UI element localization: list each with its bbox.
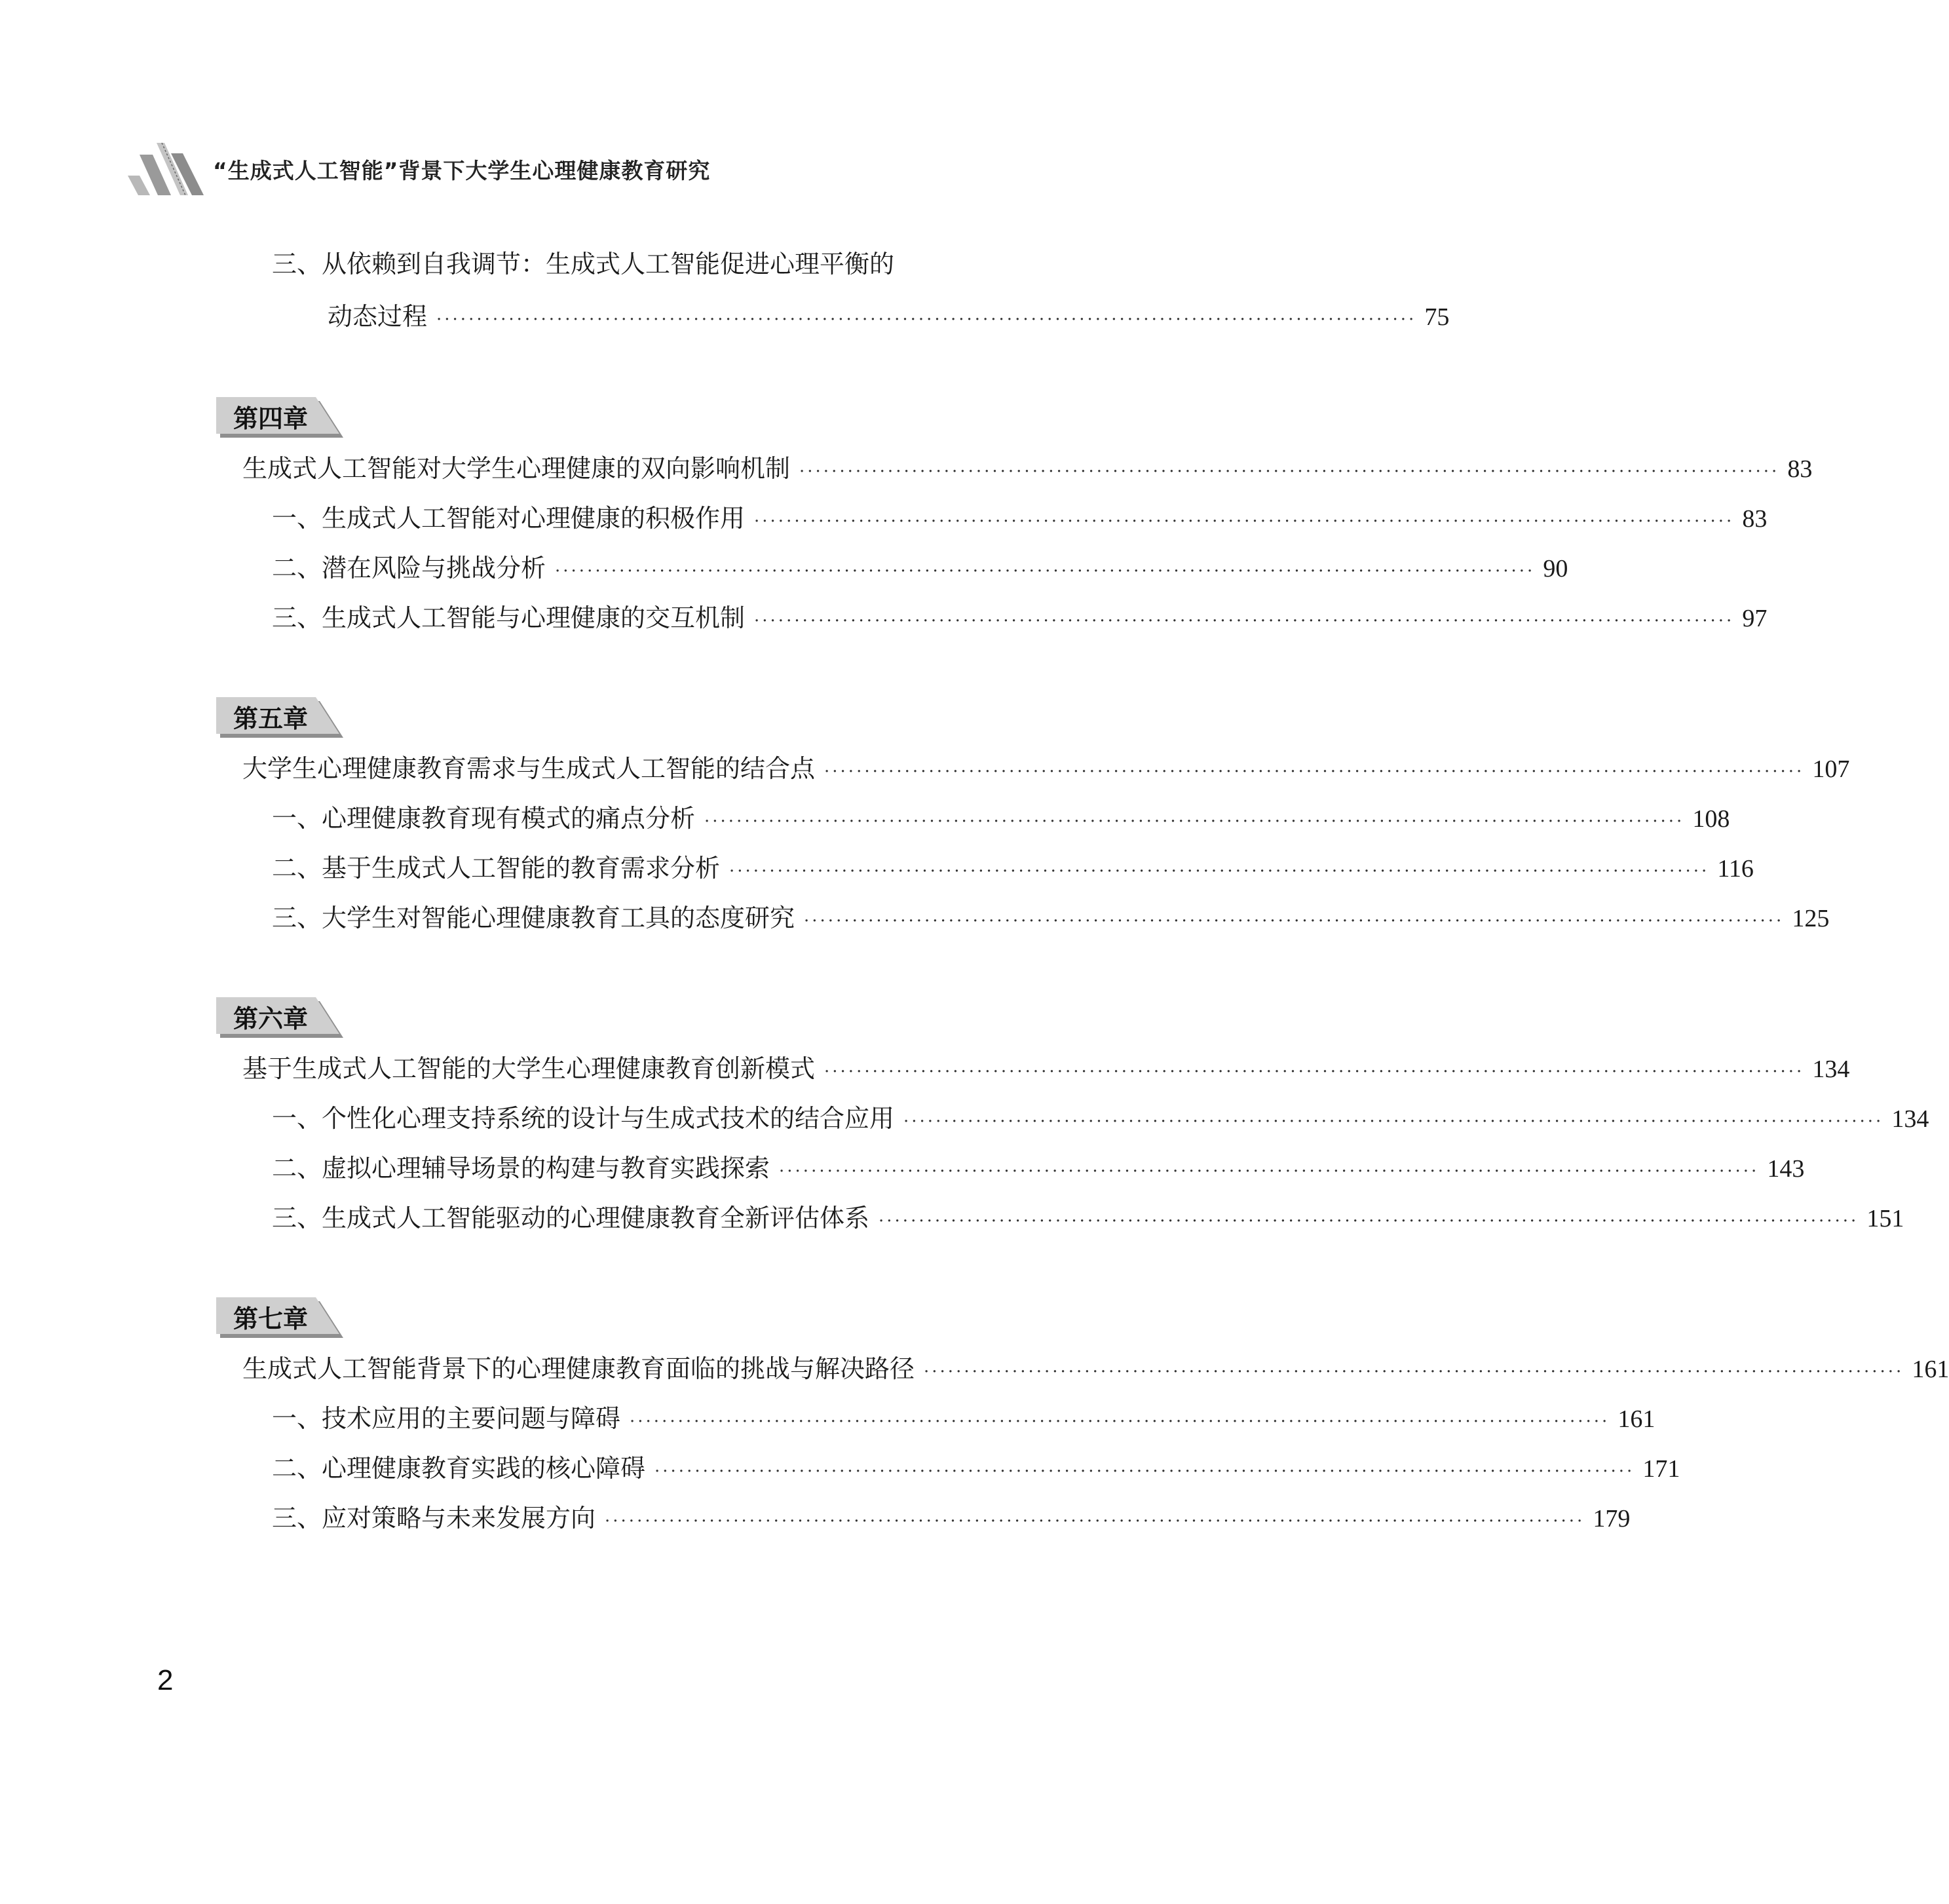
- toc-section: [272, 902, 1830, 934]
- dot-leader: ··························································································································: [754, 512, 1735, 531]
- toc-section: [272, 552, 1568, 584]
- toc-entry-label: 二、心理健康教育实践的核心障碍: [272, 1454, 646, 1483]
- toc-entry-label: 大学生心理健康教育需求与生成式人工智能的结合点: [242, 754, 816, 783]
- toc-entry-label: 二、潜在风险与挑战分析: [272, 554, 546, 582]
- dot-leader: ··························································································································: [903, 1112, 1884, 1132]
- toc-entry-label: 一、技术应用的主要问题与障碍: [272, 1404, 621, 1433]
- toc-entry-label: 一、个性化心理支持系统的设计与生成式技术的结合应用: [272, 1104, 895, 1133]
- dot-leader: ··························································································································: [824, 762, 1805, 782]
- toc-section: [272, 601, 1768, 634]
- toc-chapter-title: [242, 1352, 1949, 1385]
- toc-page-number: 134: [1812, 1056, 1850, 1083]
- toc-page-number: 108: [1692, 805, 1730, 833]
- toc-entry-label: 动态过程: [328, 302, 428, 331]
- dot-leader: ··························································································································: [729, 862, 1710, 881]
- toc-page-number: 75: [1424, 303, 1450, 331]
- toc-page-number: 116: [1717, 855, 1754, 883]
- toc-page-number: 134: [1891, 1105, 1929, 1133]
- book-title: “生成式人工智能”背景下大学生心理健康教育研究: [213, 157, 711, 183]
- toc-page-number: 107: [1812, 755, 1850, 783]
- toc-page-number: 125: [1792, 905, 1830, 932]
- toc-chapter-title: [242, 452, 1813, 485]
- dot-leader: ··························································································································: [654, 1462, 1635, 1481]
- toc-entry-label: 三、生成式人工智能与心理健康的交互机制: [272, 603, 746, 632]
- chapter-tab: [216, 697, 334, 740]
- chapter-tab: [216, 397, 334, 440]
- chapter-tab-label: 第五章: [233, 704, 309, 733]
- toc-entry-continued-line1: 三、从依赖到自我调节：生成式人工智能促进心理平衡的: [272, 250, 895, 278]
- toc-chapter-title: [242, 1052, 1850, 1085]
- dot-leader: ··························································································································: [555, 562, 1536, 581]
- toc-entry-label: 三、生成式人工智能驱动的心理健康教育全新评估体系: [272, 1204, 870, 1232]
- toc-section: [272, 1452, 1680, 1485]
- toc-page-number: 83: [1787, 455, 1813, 483]
- stripes-logo-icon: [128, 143, 206, 195]
- toc-page-number: 83: [1742, 505, 1768, 533]
- toc-page-number: 161: [1912, 1356, 1949, 1383]
- dot-leader: ··························································································································: [924, 1362, 1904, 1382]
- dot-leader: ··························································································································: [824, 1062, 1805, 1082]
- chapter-tab: [216, 1297, 334, 1341]
- toc-page-number: 171: [1642, 1455, 1680, 1483]
- toc-page-number: 97: [1742, 605, 1768, 632]
- dot-leader: ··························································································································: [879, 1211, 1859, 1231]
- toc-entry-label: 二、虚拟心理辅导场景的构建与教育实践探索: [272, 1154, 770, 1183]
- toc-section: [272, 1502, 1631, 1534]
- chapter-tab: [216, 997, 334, 1040]
- toc-section: [272, 1402, 1656, 1435]
- toc-entry-label: 基于生成式人工智能的大学生心理健康教育创新模式: [242, 1054, 816, 1083]
- toc-section: [272, 852, 1754, 885]
- dot-leader: ··························································································································: [754, 611, 1735, 631]
- dot-leader: ··························································································································: [704, 812, 1685, 831]
- toc-section: [272, 502, 1768, 535]
- toc-section: [272, 1102, 1929, 1135]
- dot-leader: ··························································································································: [605, 1512, 1585, 1531]
- toc-page-number: 151: [1866, 1205, 1904, 1232]
- dot-leader: ··························································································································: [779, 1162, 1760, 1181]
- dot-leader: ··························································································································: [630, 1412, 1610, 1432]
- toc-section: [272, 1152, 1805, 1185]
- toc-entry-label: 一、心理健康教育现有模式的痛点分析: [272, 804, 696, 833]
- dot-leader: ··························································································································: [799, 462, 1780, 482]
- toc-entry-label: 三、应对策略与未来发展方向: [272, 1504, 596, 1533]
- toc-entry-label: 生成式人工智能对大学生心理健康的双向影响机制: [242, 454, 791, 483]
- toc-entry-label: 三、大学生对智能心理健康教育工具的态度研究: [272, 904, 795, 932]
- toc-section: [272, 1202, 1904, 1234]
- toc-entry-label: 生成式人工智能背景下的心理健康教育面临的挑战与解决路径: [242, 1354, 915, 1383]
- page-number: 2: [157, 1664, 174, 1696]
- chapter-tab-label: 第七章: [233, 1304, 309, 1333]
- chapter-tab-label: 第六章: [233, 1004, 309, 1033]
- toc-entry-label: 二、基于生成式人工智能的教育需求分析: [272, 854, 721, 883]
- running-header: [128, 143, 710, 195]
- toc-entry-continued: [328, 300, 1450, 333]
- toc-page-number: 161: [1618, 1405, 1656, 1433]
- toc-chapter-title: [242, 752, 1850, 785]
- toc-section: [272, 802, 1730, 835]
- dot-leader: ··························································································································: [804, 911, 1785, 931]
- toc-entry-label: 一、生成式人工智能对心理健康的积极作用: [272, 504, 746, 533]
- toc-page-number: 143: [1767, 1155, 1805, 1183]
- toc-page-number: 90: [1543, 555, 1568, 582]
- chapter-tab-label: 第四章: [233, 404, 309, 433]
- dot-leader: ··························································································································: [436, 310, 1417, 330]
- toc-page-number: 179: [1593, 1505, 1631, 1533]
